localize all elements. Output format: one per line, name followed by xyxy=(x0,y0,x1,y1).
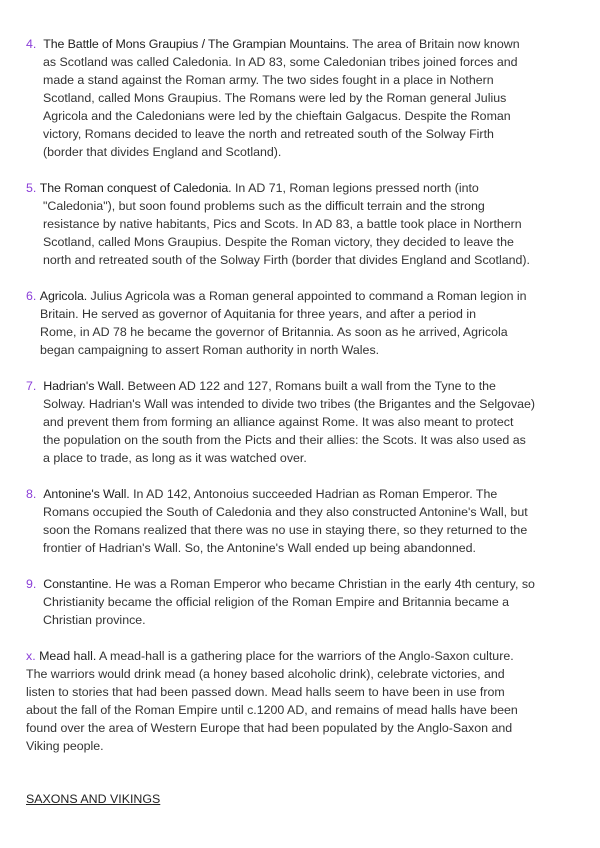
entry-heading: Mead hall. xyxy=(39,649,97,663)
entry-text: listen to stories that had been passed down. Mead halls seem to have been in use from xyxy=(26,685,505,699)
entry-text: victory, Romans decided to leave the north and retreated south of the Solway Firth xyxy=(43,127,494,141)
entry-text: Agricola and the Caledonians were led by the chieftain Galgacus. Despite the Roman xyxy=(43,109,511,123)
entry-text: (border that divides England and Scotland). xyxy=(43,145,282,159)
entry-constantine xyxy=(26,575,574,629)
entry-battle-of-mons-graupius xyxy=(26,35,574,161)
entry-text: In AD 71, Roman legions pressed north (into xyxy=(231,181,479,195)
entry-number: 8. xyxy=(26,487,37,501)
entry-text: Viking people. xyxy=(26,739,104,753)
entry-text: A mead-hall is a gathering place for the warriors of the Anglo-Saxon culture. xyxy=(96,649,514,663)
entry-text: about the fall of the Roman Empire until c.1200 AD, and remains of mead halls have been xyxy=(26,703,518,717)
entry-text: Scotland, called Mons Graupius. The Romans were led by the Roman general Julius xyxy=(43,91,507,105)
entry-number: 4. xyxy=(26,37,37,51)
entry-text: a place to trade, as long as it was watched over. xyxy=(43,451,307,465)
entry-heading: The Battle of Mons Graupius / The Grampian Mountains. xyxy=(43,37,350,51)
entry-text: Christian province. xyxy=(43,613,146,627)
entry-text: found over the area of Western Europe that had been populated by the Anglo-Saxon and xyxy=(26,721,513,735)
entry-text: Julius Agricola was a Roman general appointed to command a Roman legion in xyxy=(87,289,527,303)
entry-number: 9. xyxy=(26,577,37,591)
entry-text: "Caledonia"), but soon found problems such as the difficult terrain and the strong xyxy=(43,199,485,213)
entry-text: The area of Britain now known xyxy=(349,37,520,51)
entry-roman-conquest-of-caledonia xyxy=(26,179,574,269)
entry-text: made a stand against the Roman army. The two sides fought in a place in Nothern xyxy=(43,73,494,87)
entry-number: 7. xyxy=(26,379,37,393)
entry-text: Between AD 122 and 127, Romans built a wall from the Tyne to the xyxy=(124,379,496,393)
entry-text: Britain. He served as governor of Aquitania for three years, and after a period in xyxy=(40,307,476,321)
section-heading: SAXONS AND VIKINGS xyxy=(26,792,161,806)
entry-heading: Constantine. xyxy=(43,577,112,591)
entry-agricola xyxy=(26,287,574,359)
entry-mead-hall xyxy=(26,647,574,755)
entry-number: 6. xyxy=(26,289,37,303)
entry-text: Rome, in AD 78 he became the governor of Britannia. As soon as he arrived, Agricola xyxy=(40,325,508,339)
entry-hadrians-wall xyxy=(26,377,574,467)
entry-number: x. xyxy=(26,649,36,663)
entry-text: soon the Romans realized that there was no use in staying there, so they returned to the xyxy=(43,523,528,537)
entry-heading: The Roman conquest of Caledonia. xyxy=(39,181,232,195)
entry-text: Romans occupied the South of Caledonia and they also constructed Antonine's Wall, but xyxy=(43,505,528,519)
entry-text: Solway. Hadrian's Wall was intended to divide two tribes (the Brigantes and the Selgovae) xyxy=(43,397,536,411)
entry-text: north and retreated south of the Solway Firth (border that divides England and Scotland). xyxy=(43,253,530,267)
entry-text: as Scotland was called Caledonia. In AD 83, some Caledonian tribes joined forces and xyxy=(43,55,518,69)
entry-antonines-wall xyxy=(26,485,574,557)
entry-heading: Agricola. xyxy=(39,289,88,303)
entry-text: the population on the south from the Picts and their allies: the Scots. It was also used as xyxy=(43,433,526,447)
entry-text: Scotland, called Mons Graupius. Despite the Roman victory, they decided to leave the xyxy=(43,235,514,249)
entry-text: frontier of Hadrian's Wall. So, the Antonine's Wall ended up being abandonned. xyxy=(43,541,476,555)
entry-number: 5. xyxy=(26,181,37,195)
entry-text: The warriors would drink mead (a honey based alcoholic drink), celebrate victories, and xyxy=(26,667,505,681)
entry-heading: Antonine's Wall. xyxy=(43,487,130,501)
entry-text: He was a Roman Emperor who became Christian in the early 4th century, so xyxy=(111,577,535,591)
entry-text: and prevent them from forming an alliance against Rome. It was also meant to protect xyxy=(43,415,514,429)
entry-text: Christianity became the official religion of the Roman Empire and Britannia became a xyxy=(43,595,510,609)
entry-text: resistance by native habitants, Pics and Scots. In AD 83, a battle took place in Northern xyxy=(43,217,522,231)
entry-heading: Hadrian's Wall. xyxy=(43,379,125,393)
entry-text: began campaigning to assert Roman authority in north Wales. xyxy=(40,343,380,357)
entry-text: In AD 142, Antonoius succeeded Hadrian as Roman Emperor. The xyxy=(129,487,498,501)
